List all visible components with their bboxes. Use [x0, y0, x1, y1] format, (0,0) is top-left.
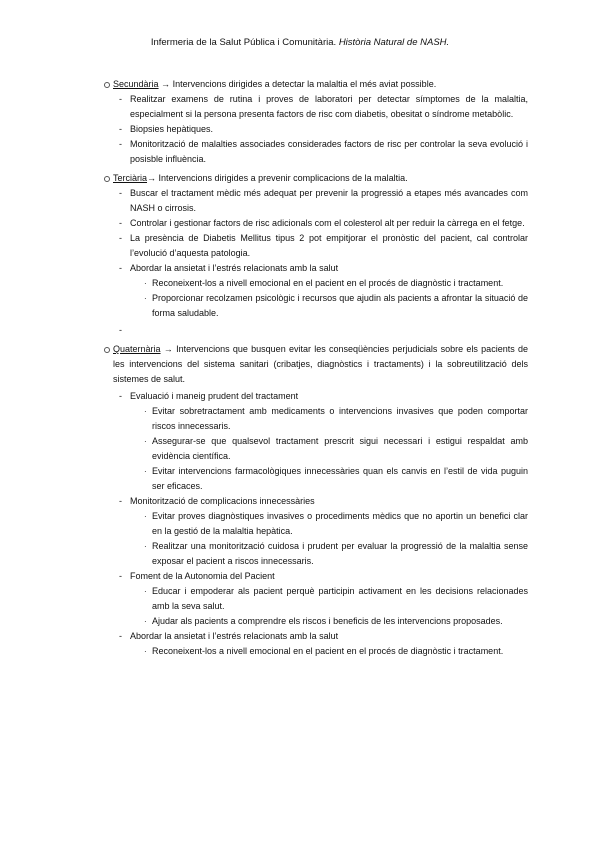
sub-list-item: [130, 404, 528, 434]
list-item-text: Controlar i gestionar factors de risc adicionals com el colesterol alt per reduir la càrrega en el fetge.: [130, 218, 525, 228]
list-item: [104, 261, 528, 321]
dot-marker: ·: [144, 512, 147, 521]
sub-list-item: [130, 276, 528, 291]
list-item-text: La presència de Diabetis Mellitus tipus 2 pot empitjorar el pronòstic del pacient, cal controlar l’evolució d’aquesta patologia.: [130, 233, 528, 258]
list-item-text: Abordar la ansietat i l’estrés relacionats amb la salut: [130, 631, 339, 641]
sub-list-item: [130, 464, 528, 494]
list-item-text: Buscar el tractament mèdic més adequat per prevenir la progressió a etapes més avancades com NASH o cirrosis.: [130, 188, 528, 213]
sub-list-item-text: Ajudar als pacients a comprendre els riscos i beneficis de les intervencions proposades.: [152, 616, 503, 626]
list-item-text: Monitorització de complicacions innecessàries: [130, 496, 315, 506]
dash-marker: -: [119, 139, 122, 149]
dash-marker: -: [119, 496, 122, 506]
sub-list-item: [130, 584, 528, 614]
circle-bullet-icon: [104, 176, 110, 182]
header-title: Infermeria de la Salut Pública i Comunitària.: [150, 37, 339, 48]
arrow: →: [147, 173, 159, 183]
sub-list: [130, 404, 528, 494]
list-item-text: Monitorització de malalties associades considerades factors de risc per controlar la seva evolució i posisble influència.: [130, 139, 528, 164]
section-description: Intervencions que busquen evitar les conseqüències perjudicials sobre els pacients de les intervencions del sistema sanitari (cribatjes, diagnòstics i tractaments) i la sobreutilització dels sistemes de salut.: [113, 344, 528, 384]
sub-list-item: [130, 539, 528, 569]
list-item: [104, 137, 528, 167]
page-header: [0, 36, 600, 50]
list-item: [104, 494, 528, 569]
list-item: [104, 186, 528, 216]
section-heading: [104, 171, 528, 186]
sub-list: [130, 509, 528, 569]
dash-marker: -: [119, 94, 122, 104]
list-item-text: Realitzar examens de rutina i proves de laboratori per detectar símptomes de la malaltia, especialment si la persona presenta factors de risc com diabetis, obesitat o síndrome metabòlic.: [130, 94, 528, 119]
document-body: [104, 77, 528, 663]
list-item: [104, 231, 528, 261]
arrow: →: [158, 79, 173, 89]
circle-bullet-icon: [104, 347, 110, 353]
section-title: Quaternària: [113, 344, 161, 354]
dash-marker: -: [119, 325, 122, 335]
dash-marker: -: [119, 571, 122, 581]
section-title: Terciària: [113, 173, 148, 183]
section-heading: [104, 342, 528, 387]
dot-marker: ·: [144, 647, 147, 656]
header-subtitle: Història Natural de NASH.: [338, 37, 450, 48]
bullet-list: [104, 186, 528, 338]
sub-list-item: [130, 644, 528, 659]
sub-list-item: [130, 614, 528, 629]
sub-list: [130, 584, 528, 629]
section-quaternaria: [104, 342, 528, 659]
dash-marker: -: [119, 391, 122, 401]
dash-marker: -: [119, 124, 122, 134]
dot-marker: ·: [144, 279, 147, 288]
arrow: →: [160, 344, 177, 354]
sub-list-item-text: Proporcionar recolzamen psicològic i recursos que ajudin als pacients a afrontar la situació de forma saludable.: [152, 293, 528, 318]
section-title: Secundària: [113, 79, 159, 89]
section-terciaria: [104, 171, 528, 338]
sub-list-item-text: Realitzar una monitorització cuidosa i prudent per evaluar la progressió de la malaltia sense exposar el pacient a riscos innecessaris.: [152, 541, 528, 566]
list-item: [104, 389, 528, 494]
sub-list-item-text: Evitar proves diagnòstiques invasives o procediments mèdics que no aportin un benefici clar en la gestió de la malaltia hepàtica.: [152, 511, 528, 536]
section-heading: [104, 77, 528, 92]
section-description: Intervencions dirigides a prevenir complicacions de la malaltia.: [158, 173, 408, 183]
list-item-text: Foment de la Autonomia del Pacient: [130, 571, 275, 581]
sub-list-item-text: Evitar sobretractament amb medicaments o intervencions invasives que poden comportar riscos innecessaris.: [152, 406, 528, 431]
list-item-text: Evaluació i maneig prudent del tractament: [130, 391, 299, 401]
sub-list-item-text: Reconeixent-los a nivell emocional en el pacient en el procés de diagnòstic i tractament.: [152, 646, 504, 656]
sub-list: [130, 644, 528, 659]
list-item: [104, 216, 528, 231]
section-secundaria: [104, 77, 528, 167]
list-item-text: Biopsies hepàtiques.: [130, 124, 214, 134]
list-item: [104, 569, 528, 629]
sub-list-item-text: Educar i empoderar als pacient perquè participin activament en les decisions relacionades amb la seva salut.: [152, 586, 528, 611]
list-item: [104, 92, 528, 122]
dash-marker: -: [119, 188, 122, 198]
dash-marker: -: [119, 233, 122, 243]
sub-list-item-text: Reconeixent-los a nivell emocional en el pacient en el procés de diagnòstic i tractament.: [152, 278, 504, 288]
sub-list-item: [130, 509, 528, 539]
bullet-list: [104, 389, 528, 659]
sub-list-item-text: Evitar intervencions farmacològiques innecessàries quan els canvis en l’estil de vida puguin ser eficaces.: [152, 466, 528, 491]
circle-bullet-icon: [104, 82, 110, 88]
list-item-empty: [104, 323, 528, 338]
sub-list: [130, 276, 528, 321]
list-item-text: Abordar la ansietat i l’estrés relacionats amb la salut: [130, 263, 339, 273]
dot-marker: ·: [144, 467, 147, 476]
bullet-list: [104, 92, 528, 167]
sub-list-item: [130, 291, 528, 321]
sub-list-item: [130, 434, 528, 464]
dot-marker: ·: [144, 437, 147, 446]
dash-marker: -: [119, 631, 122, 641]
dot-marker: ·: [144, 587, 147, 596]
dot-marker: ·: [144, 617, 147, 626]
dot-marker: ·: [144, 294, 147, 303]
list-item: [104, 122, 528, 137]
list-item: [104, 629, 528, 659]
sub-list-item-text: Assegurar-se que qualsevol tractament prescrit sigui necessari i estigui respaldat amb evidència científica.: [152, 436, 528, 461]
dash-marker: -: [119, 263, 122, 273]
section-description: Intervencions dirigides a detectar la malaltia el més aviat possible.: [172, 79, 437, 89]
dash-marker: -: [119, 218, 122, 228]
dot-marker: ·: [144, 542, 147, 551]
dot-marker: ·: [144, 407, 147, 416]
